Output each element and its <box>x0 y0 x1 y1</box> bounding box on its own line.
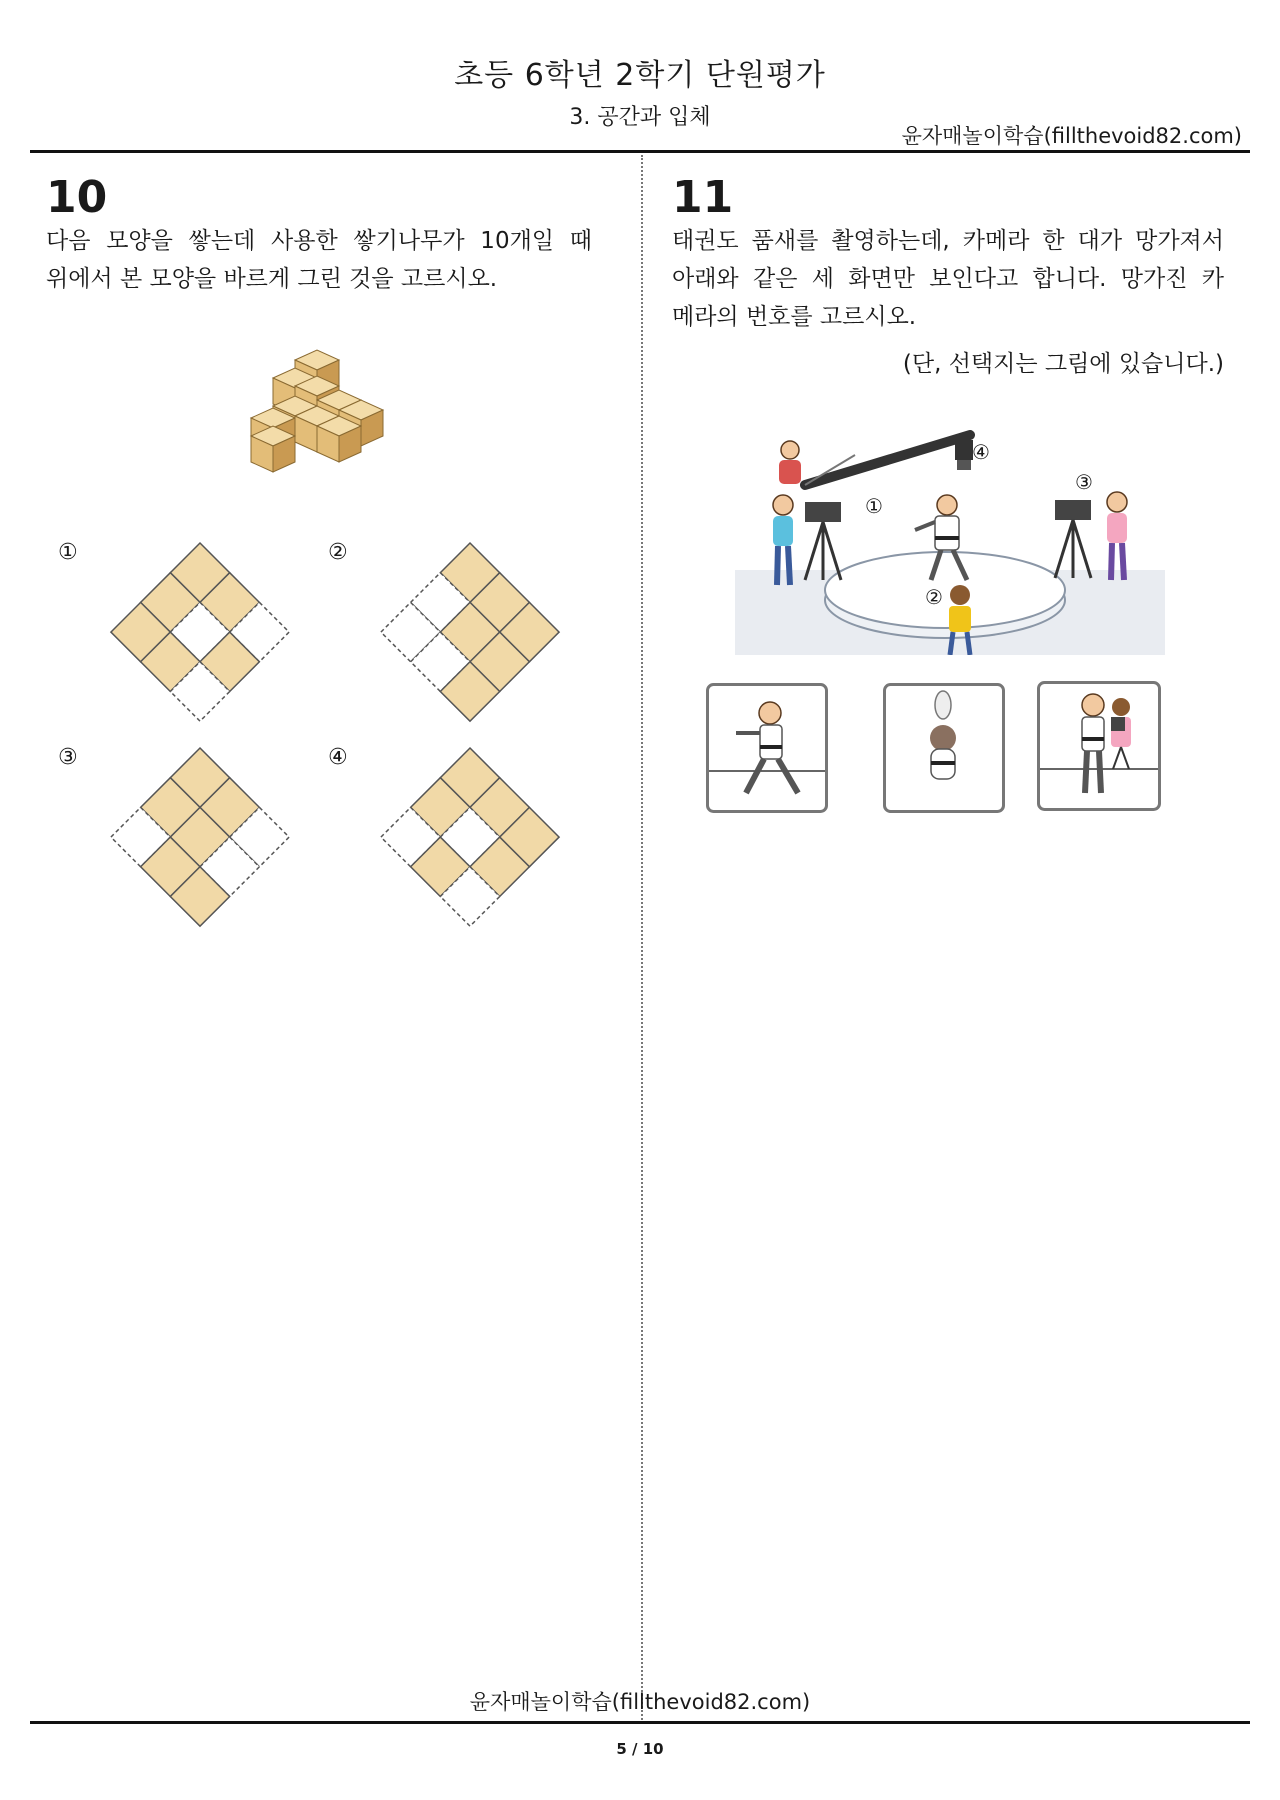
question-11-number: 11 <box>672 172 734 223</box>
page-title: 초등 6학년 2학기 단원평가 <box>454 58 826 93</box>
column-divider <box>641 155 643 1720</box>
question-11-note: (단, 선택지는 그림에 있습니다.) <box>902 351 1224 377</box>
question-10-number: 10 <box>46 172 108 223</box>
site-credit-bottom: 윤자매놀이학습(fillthevoid82.com) <box>469 1690 811 1714</box>
filming-scene-image <box>735 430 1165 655</box>
screen-side-view <box>706 683 828 813</box>
question-11-line-1: 태권도 품새를 촬영하는데, 카메라 한 대가 망가져서 <box>672 228 1224 254</box>
camera-2-label: ② <box>925 585 943 609</box>
camera-1-label: ① <box>865 494 883 518</box>
question-10-line-1: 다음 모양을 쌓는데 사용한 쌓기나무가 10개일 때 <box>46 228 592 254</box>
page-number: 5 / 10 <box>616 1740 664 1758</box>
screen-front-view <box>1037 681 1161 811</box>
question-11-line-3: 메라의 번호를 고르시오. <box>672 304 917 330</box>
option-2-top-view[interactable] <box>370 535 570 730</box>
option-4-label[interactable]: ④ <box>328 745 348 770</box>
cube-stack-image <box>245 340 395 475</box>
screen-top-view <box>883 683 1005 813</box>
option-1-label[interactable]: ① <box>58 540 78 565</box>
camera-4-label: ④ <box>972 440 990 464</box>
option-3-top-view[interactable] <box>100 740 300 935</box>
header-rule <box>30 150 1250 153</box>
camera-3-label: ③ <box>1075 470 1093 494</box>
question-10-line-2: 위에서 본 모양을 바르게 그린 것을 고르시오. <box>46 266 498 292</box>
option-3-label[interactable]: ③ <box>58 745 78 770</box>
footer-rule <box>30 1721 1250 1724</box>
site-credit-top: 윤자매놀이학습(fillthevoid82.com) <box>901 124 1242 148</box>
option-4-top-view[interactable] <box>370 740 570 935</box>
unit-subtitle: 3. 공간과 입체 <box>569 105 711 130</box>
option-2-label[interactable]: ② <box>328 540 348 565</box>
question-11-line-2: 아래와 같은 세 화면만 보인다고 합니다. 망가진 카 <box>672 266 1224 292</box>
option-1-top-view[interactable] <box>100 535 300 730</box>
